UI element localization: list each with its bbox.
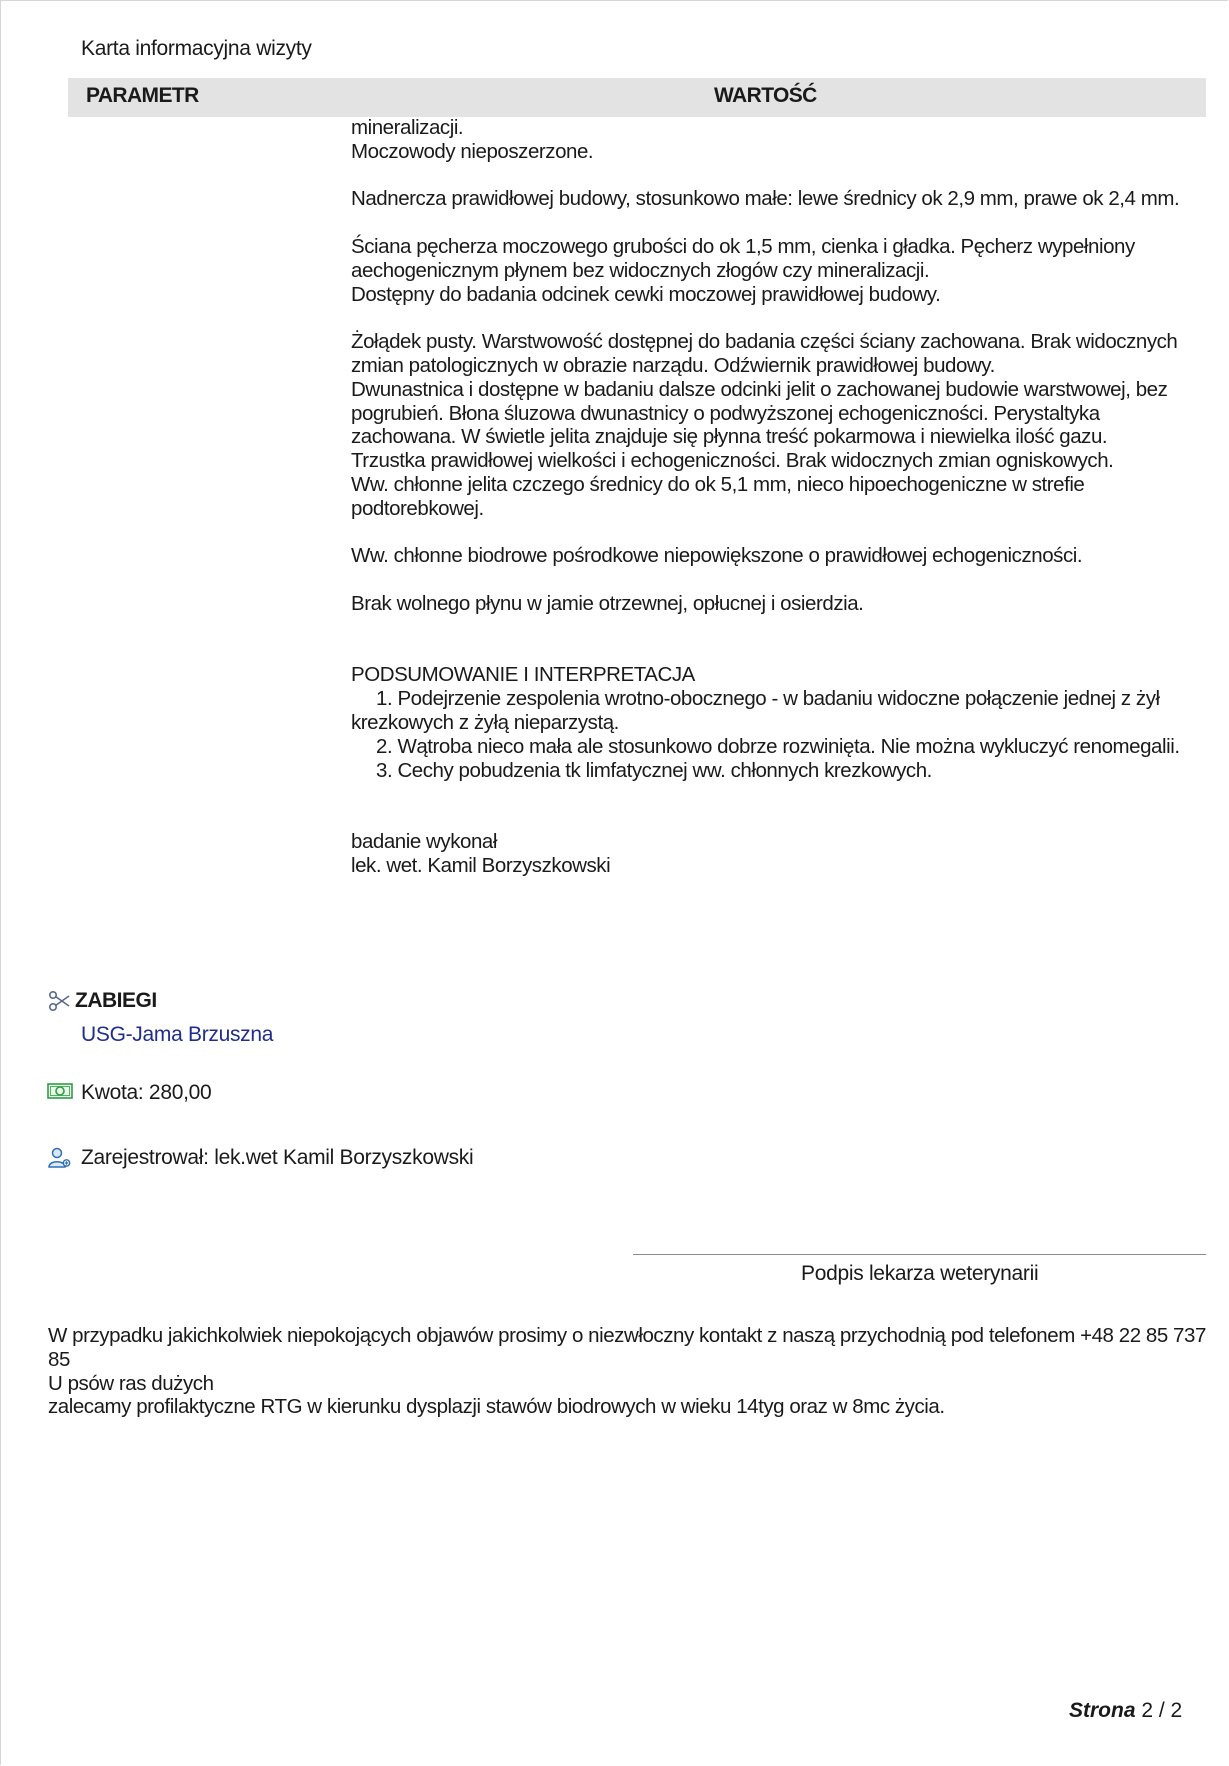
footer-line: W przypadku jakichkolwiek niepokojących objawów prosimy o niezwłoczny kontakt z naszą przychodnią pod telefonem +48 22 85 737 85 [48,1324,1206,1371]
page-number-total: / 2 [1153,1699,1183,1722]
report-line: Dostępny do badania odcinek cewki moczowej prawidłowej budowy. [351,282,941,306]
summary-heading: PODSUMOWANIE I INTERPRETACJA [351,663,695,687]
document-title: Karta informacyjna wizyty [81,37,312,60]
signature-label: Podpis lekarza weterynarii [801,1262,1039,1285]
banknote-icon [47,1081,73,1105]
summary-item: 2. Wątroba nieco mała ale stosunkowo dobrze rozwinięta. Nie można wykluczyć renomegalii. [376,734,1180,758]
amount-row [47,1081,211,1105]
scissors-icon [47,989,73,1013]
user-icon [47,1146,73,1170]
report-line: Ściana pęcherza moczowego grubości do ok 1,5 mm, cienka i gładka. Pęcherz wypełniony aechogenicznym płynem bez widocznych złogów czy mineralizacji. [351,234,1135,282]
footer-note [48,1324,1218,1419]
registered-by-row [47,1146,473,1170]
report-line: mineralizacji. [351,116,464,139]
column-header-value: WARTOŚĆ [714,84,817,107]
footer-line: U psów ras dużych [48,1371,214,1395]
report-line: Brak wolnego płynu w jamie otrzewnej, opłucnej i osierdzia. [351,591,864,615]
procedure-item-link[interactable]: USG-Jama Brzuszna [81,1023,274,1046]
footer-line: zalecamy profilaktyczne RTG w kierunku dysplazji stawów biodrowych w wieku 14tyg oraz w 8mc życia. [48,1395,945,1419]
page-number-label: Strona [1069,1699,1136,1722]
report-line: Nadnercza prawidłowej budowy, stosunkowo małe: lewe średnicy ok 2,9 mm, prawe ok 2,4 mm. [351,187,1180,211]
report-line: Moczowody nieposzerzone. [351,139,594,163]
signature-line [633,1254,1206,1255]
report-line: Ww. chłonne biodrowe pośrodkowe niepowiększone o prawidłowej echogeniczności. [351,544,1083,568]
summary-item: 3. Cechy pobudzenia tk limfatycznej ww. chłonnych krezkowych. [376,758,932,782]
report-line: Żołądek pusty. Warstwowość dostępnej do badania części ściany zachowana. Brak widocznych zmian patologicznych w obrazie narządu. Odźwiernik prawidłowej budowy. [351,330,1178,377]
examiner-label: badanie wykonał [351,829,497,853]
page-number [1069,1699,1182,1723]
table-header [68,78,1206,117]
report-line: Trzustka prawidłowej wielkości i echogeniczności. Brak widocznych zmian ogniskowych. [351,449,1114,473]
report-line: Ww. chłonne jelita czczego średnicy do ok 5,1 mm, nieco hipoechogeniczne w strefie podtorebkowej. [351,472,1085,520]
report-text [351,116,1206,878]
page-number-current: 2 [1141,1699,1154,1722]
examiner-name: lek. wet. Kamil Borzyszkowski [351,853,611,877]
amount-text: Kwota: 280,00 [81,1081,212,1104]
summary-item: 1. Podejrzenie zespolenia wrotno-obocznego - w badaniu widoczne połączenie jednej z żył krezkowych z żyłą nieparzystą. [351,687,1160,734]
column-header-parameter: PARAMETR [86,84,199,107]
procedures-heading [47,989,157,1013]
report-line: Dwunastnica i dostępne w badaniu dalsze odcinki jelit o zachowanej budowie warstwowej, bez pogrubień. Błona śluzowa dwunastnicy o podwyższonej echogeniczności. Perystaltyka zachowana. W świetle jelita znajduje się płynna treść pokarmowa i niewielka ilość gazu. [351,377,1168,449]
procedures-heading-label: ZABIEGI [75,989,157,1012]
registered-by-text: Zarejestrował: lek.wet Kamil Borzyszkowski [81,1146,474,1169]
